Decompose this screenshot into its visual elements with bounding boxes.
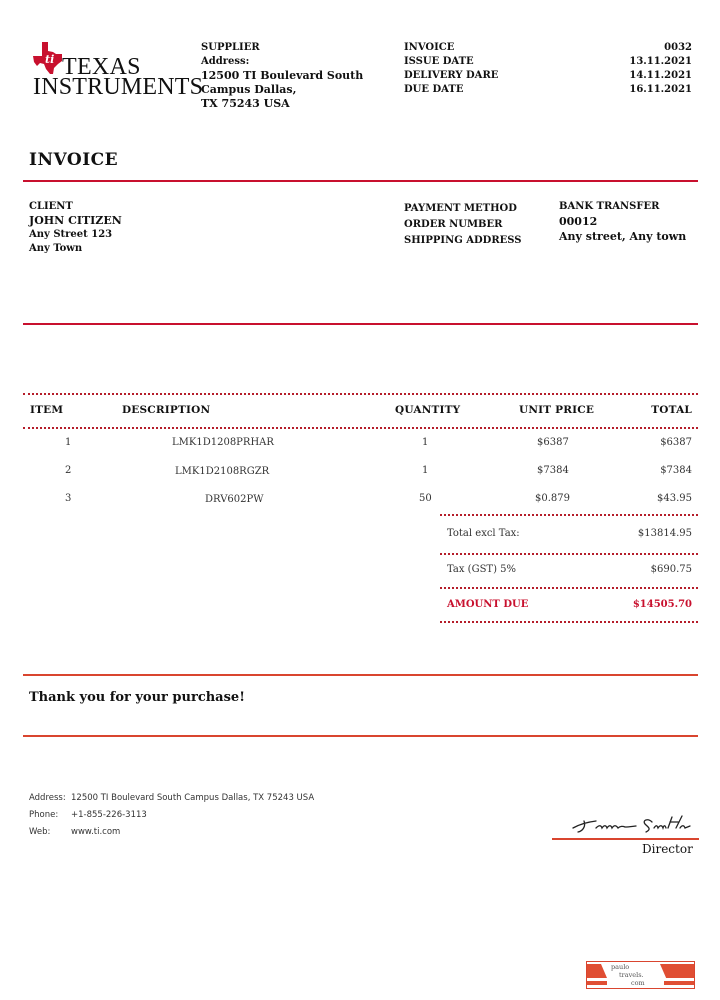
payment-method-label: PAYMENT METHOD <box>404 203 517 214</box>
footer-contact <box>29 790 314 841</box>
logo-wordmark-line1: TEXAS <box>62 54 141 80</box>
cell-total: $7384 <box>660 465 692 476</box>
page-title: INVOICE <box>29 150 119 170</box>
footer-address-value: 12500 TI Boulevard South Campus Dallas, TX 75243 USA <box>71 793 315 803</box>
meta-value: 0032 <box>664 42 692 53</box>
supplier-heading: SUPPLIER <box>201 42 260 53</box>
supplier-address-line3: TX 75243 USA <box>201 97 290 110</box>
footer-phone-value: +1-855-226-3113 <box>71 810 147 820</box>
meta-label: DUE DATE <box>404 84 464 95</box>
tax-label: Tax (GST) 5% <box>447 564 517 575</box>
shipping-address-label: SHIPPING ADDRESS <box>404 235 522 246</box>
cell-item: 2 <box>65 465 72 476</box>
amount-due-label: AMOUNT DUE <box>447 599 529 610</box>
cell-quantity: 50 <box>419 493 432 504</box>
order-number-label: ORDER NUMBER <box>404 219 503 230</box>
watermark-text <box>611 963 645 987</box>
meta-value: 16.11.2021 <box>629 84 692 95</box>
cell-total: $43.95 <box>657 493 692 504</box>
watermark-bar <box>587 981 607 985</box>
svg-text:ti: ti <box>45 53 55 66</box>
cell-item: 1 <box>65 437 72 448</box>
tax-value: $690.75 <box>650 564 692 575</box>
summary-border <box>440 587 698 589</box>
order-number-value: 00012 <box>559 215 598 228</box>
supplier-address-line2: Campus Dallas, <box>201 83 297 96</box>
column-header-unit-price: UNIT PRICE <box>519 404 595 416</box>
signature-line <box>552 838 699 840</box>
subtotal-value: $13814.95 <box>637 528 692 539</box>
divider <box>23 323 698 325</box>
amount-due-value: $14505.70 <box>632 599 692 610</box>
summary-border <box>440 621 698 623</box>
logo-wordmark-line2: INSTRUMENTS <box>33 74 204 100</box>
divider <box>23 180 698 182</box>
payment-values <box>559 199 686 244</box>
watermark-badge <box>586 961 695 989</box>
cell-description: LMK1D1208PRHAR <box>172 437 274 448</box>
column-header-description: DESCRIPTION <box>122 404 211 416</box>
thank-you-message: Thank you for your purchase! <box>29 690 245 705</box>
supplier-address-line1: 12500 TI Boulevard South <box>201 69 364 82</box>
client-street: Any Street 123 <box>29 229 113 240</box>
table-top-border <box>23 393 698 395</box>
meta-row-delivery-date <box>404 69 692 83</box>
footer-phone-label: Phone: <box>29 810 59 820</box>
payment-method-value: BANK TRANSFER <box>559 201 660 212</box>
meta-row-due-date <box>404 83 692 97</box>
cell-unit-price: $6387 <box>537 437 569 448</box>
footer-web-label: Web: <box>29 827 51 837</box>
watermark-bar <box>664 981 694 985</box>
footer-address-label: Address: <box>29 793 66 803</box>
divider <box>23 674 698 676</box>
watermark-bar <box>587 964 607 978</box>
footer-phone <box>29 807 314 824</box>
footer-web <box>29 824 314 841</box>
watermark-line2: travels. <box>619 971 644 979</box>
cell-total: $6387 <box>660 437 692 448</box>
meta-value: 13.11.2021 <box>629 56 692 67</box>
meta-row-invoice-number <box>404 41 692 55</box>
signature-icon <box>570 812 695 836</box>
cell-quantity: 1 <box>422 437 429 448</box>
cell-unit-price: $7384 <box>537 465 569 476</box>
shipping-address-value: Any street, Any town <box>559 230 687 243</box>
meta-label: INVOICE <box>404 42 455 53</box>
column-header-item: ITEM <box>30 404 64 416</box>
watermark-line1: paulo <box>611 963 630 971</box>
signatory-role: Director <box>642 842 693 856</box>
summary-border <box>440 553 698 555</box>
payment-labels <box>404 201 522 249</box>
footer-address <box>29 790 314 807</box>
watermark-line3: com <box>631 979 645 987</box>
client-name: JOHN CITIZEN <box>29 214 122 227</box>
cell-item: 3 <box>65 493 72 504</box>
meta-row-issue-date <box>404 55 692 69</box>
supplier-block <box>201 41 363 111</box>
cell-description: LMK1D2108RGZR <box>175 466 270 477</box>
summary-border <box>440 514 698 516</box>
column-header-quantity: QUANTITY <box>395 404 461 416</box>
footer-web-link[interactable]: www.ti.com <box>71 827 121 837</box>
column-header-total: TOTAL <box>651 404 692 416</box>
meta-label: ISSUE DATE <box>404 56 474 67</box>
meta-label: DELIVERY DARE <box>404 70 499 81</box>
divider <box>23 735 698 737</box>
meta-value: 14.11.2021 <box>629 70 692 81</box>
watermark-bar <box>660 964 694 978</box>
invoice-meta <box>404 41 692 97</box>
texas-state-logo-icon <box>33 42 63 76</box>
client-heading: CLIENT <box>29 201 73 212</box>
table-header-border <box>23 427 698 429</box>
supplier-address-label: Address: <box>201 56 250 67</box>
client-town: Any Town <box>29 243 83 254</box>
cell-quantity: 1 <box>422 465 429 476</box>
client-block <box>29 200 122 256</box>
cell-unit-price: $0.879 <box>535 493 570 504</box>
cell-description: DRV602PW <box>205 494 264 505</box>
subtotal-label: Total excl Tax: <box>447 528 520 539</box>
